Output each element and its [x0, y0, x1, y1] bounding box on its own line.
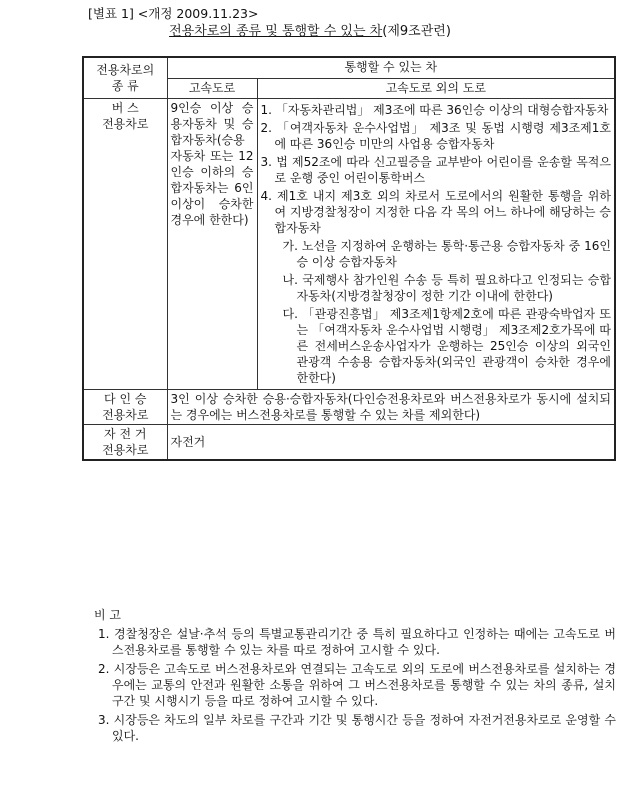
category-line1: 자 전 거	[104, 427, 147, 441]
table-header-row-1	[83, 57, 615, 78]
amendment-header: [별표 1] <개정 2009.11.23>	[88, 6, 259, 21]
col-header-other-roads: 고속도로 외의 도로	[257, 78, 615, 98]
category-line2: 전용차로	[102, 117, 149, 131]
category-multi-occupancy-lane	[83, 390, 167, 425]
notes-section	[82, 607, 616, 747]
list-item: 2. 「여객자동차 운수사업법」 제3조 및 동법 시행령 제3조제1호에 따른 36인승 미만의 사업용 승합자동차	[260, 121, 611, 151]
category-line1: 다 인 승	[104, 392, 147, 406]
col-header-type-line1: 전용차로의	[96, 63, 155, 77]
category-line2: 전용차로	[102, 443, 149, 457]
category-bus-lane	[83, 99, 167, 390]
sub-list-item: 가. 노선을 지정하여 운행하는 통학·통근용 승합자동차 중 16인승 이상 승합자동차	[282, 239, 611, 269]
title-suffix: (제9조관련)	[382, 24, 451, 39]
note-item: 3. 시장등은 차도의 일부 차로를 구간과 기간 및 통행시간 등을 정하여 자전거전용차로로 운영할 수 있다.	[98, 713, 616, 743]
list-item: 4. 제1호 내지 제3호 외의 차로서 도로에서의 원활한 통행을 위하여 지방경찰청장이 지정한 다음 각 목의 어느 하나에 해당하는 승합자동차	[260, 189, 611, 235]
list-item: 1. 「자동차관리법」 제3조에 따른 36인승 이상의 대형승합자동차	[260, 103, 609, 117]
lane-table	[82, 56, 616, 461]
col-header-type-line2: 종 류	[111, 79, 139, 93]
category-line2: 전용차로	[102, 408, 149, 422]
title-main: 전용차로의 종류 및 통행할 수 있는 차	[169, 24, 383, 39]
note-item: 1. 경찰청장은 설날·추석 등의 특별교통관리기간 중 특히 필요하다고 인정하는 때에는 고속도로 버스전용차로를 통행할 수 있는 차를 따로 정하여 고시할 수 있다.	[98, 627, 616, 657]
table-row-bicycle-lane	[83, 425, 615, 461]
notes-title: 비 고	[94, 608, 121, 622]
bus-lane-highway-cell: 9인승 이상 승용자동차 및 승합자동차(승용자동차 또는 12인승 이하의 승합자동차는 6인 이상이 승차한 경우에 한한다)	[167, 99, 257, 390]
multi-occupancy-cell: 3인 이상 승차한 승용·승합자동차(다인승전용차로와 버스전용차로가 동시에 설치되는 경우에는 버스전용차로를 통행할 수 있는 차를 제외한다)	[167, 390, 615, 425]
col-header-group: 통행할 수 있는 차	[167, 57, 615, 78]
col-header-type	[83, 57, 167, 99]
bus-lane-other-roads-cell	[257, 99, 615, 390]
table-row-bus-lane	[83, 99, 615, 390]
list-item: 3. 법 제52조에 따라 신고필증을 교부받아 어린이를 운송할 목적으로 운행 중인 어린이통학버스	[260, 155, 611, 185]
category-bicycle-lane	[83, 425, 167, 461]
sub-list-item: 나. 국제행사 참가인원 수송 등 특히 필요하다고 인정되는 승합자동차(지방경찰청장이 정한 기간 이내에 한한다)	[282, 273, 611, 303]
page-title	[0, 20, 620, 39]
category-line1: 버 스	[111, 101, 139, 115]
sub-list-item: 다. 「관광진흥법」 제3조제1항제2호에 따른 관광숙박업자 또는 「여객자동차 운수사업법 시행령」 제3조제2호가목에 따른 전세버스운송사업자가 운행하는 25인승 이상의 외국인 관광객 수송용 승합자동차(외국인 관광객이 승차한 경우에 한한다)	[282, 307, 611, 385]
table-row-multi-occupancy-lane	[83, 390, 615, 425]
note-item: 2. 시장등은 고속도로 버스전용차로와 연결되는 고속도로 외의 도로에 버스전용차로를 설치하는 경우에는 교통의 안전과 원활한 소통을 위하여 그 버스전용차로를 통행할 수 있는 차의 종류, 설치구간 및 시행시기 등을 따로 정하여 고시할 수 있다.	[98, 662, 616, 708]
col-header-highway: 고속도로	[167, 78, 257, 98]
bicycle-cell: 자전거	[167, 425, 615, 461]
